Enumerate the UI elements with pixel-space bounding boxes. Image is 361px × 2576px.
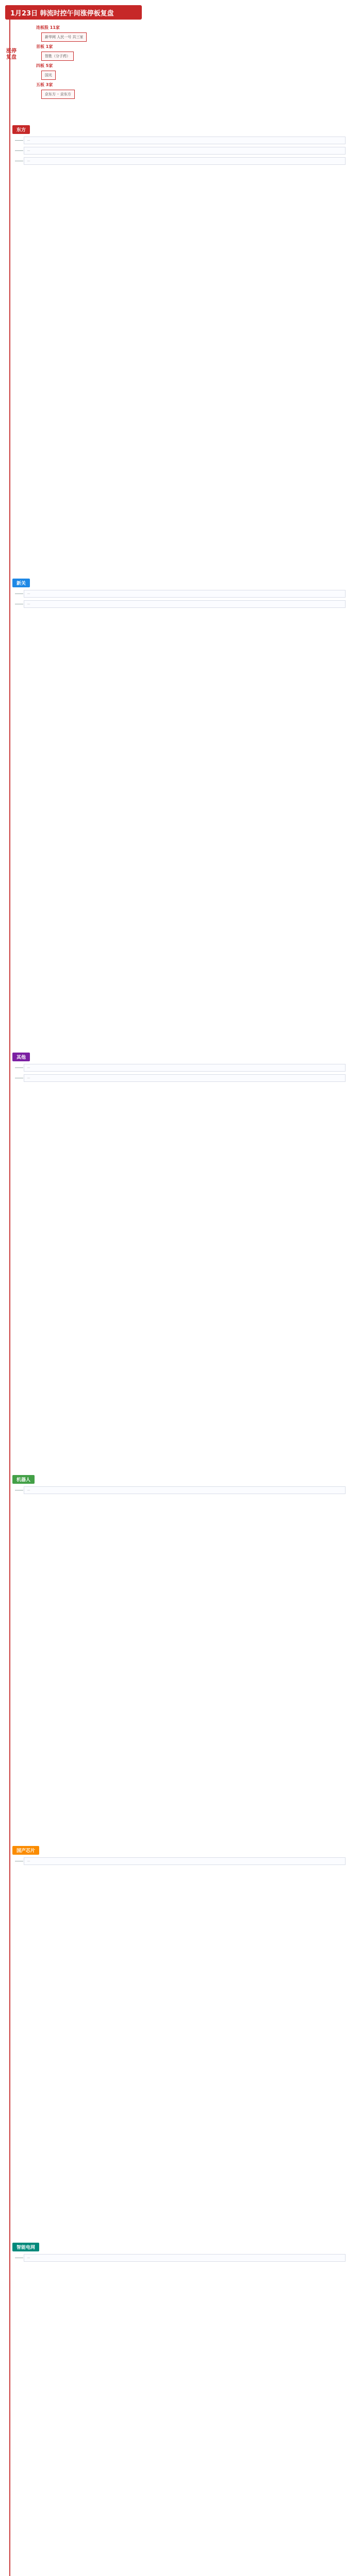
section-title: 机器人: [12, 1475, 35, 1484]
summary-head: 五板 3家: [36, 82, 53, 87]
section-robot: [12, 1473, 346, 1497]
summary-item: 新华网 人民一号 共三家: [41, 32, 87, 42]
summary-item: 京东方 ·· 京东方: [41, 90, 75, 99]
section-title: 新关: [12, 579, 30, 587]
list-item: …: [24, 590, 346, 598]
section-title: 国产芯片: [12, 1846, 39, 1855]
summary-head: 连板股 11家: [36, 25, 60, 30]
section-new: [12, 577, 346, 611]
summary-head: 四板 5家: [36, 63, 53, 68]
summary-label: 涨停复盘: [6, 48, 17, 60]
list-item: …: [24, 147, 346, 155]
summary-box: [6, 23, 139, 101]
list-item: …: [24, 1486, 346, 1494]
section-title: 智能电网: [12, 2243, 39, 2251]
section-title: 其他: [12, 1053, 30, 1061]
trunk-line: [9, 18, 10, 2576]
list-item: …: [24, 1064, 346, 1072]
list-item: …: [24, 2254, 346, 2262]
list-item: …: [24, 157, 346, 165]
list-item: …: [24, 1074, 346, 1082]
summary-item: 国光: [41, 71, 56, 80]
summary-head: 首板 1家: [36, 44, 53, 49]
list-item: …: [24, 600, 346, 608]
section-other: [12, 1051, 346, 1084]
summary-item: 智胜（分子药）: [41, 52, 74, 61]
list-item: …: [24, 137, 346, 144]
section-title: 东方: [12, 125, 30, 134]
page-title: 1月23日 韩流时控午间涨停板复盘: [5, 5, 142, 20]
list-item: …: [24, 1857, 346, 1865]
section-grid: [12, 2241, 346, 2264]
section-east: [12, 124, 346, 167]
section-chip: [12, 1844, 346, 1868]
